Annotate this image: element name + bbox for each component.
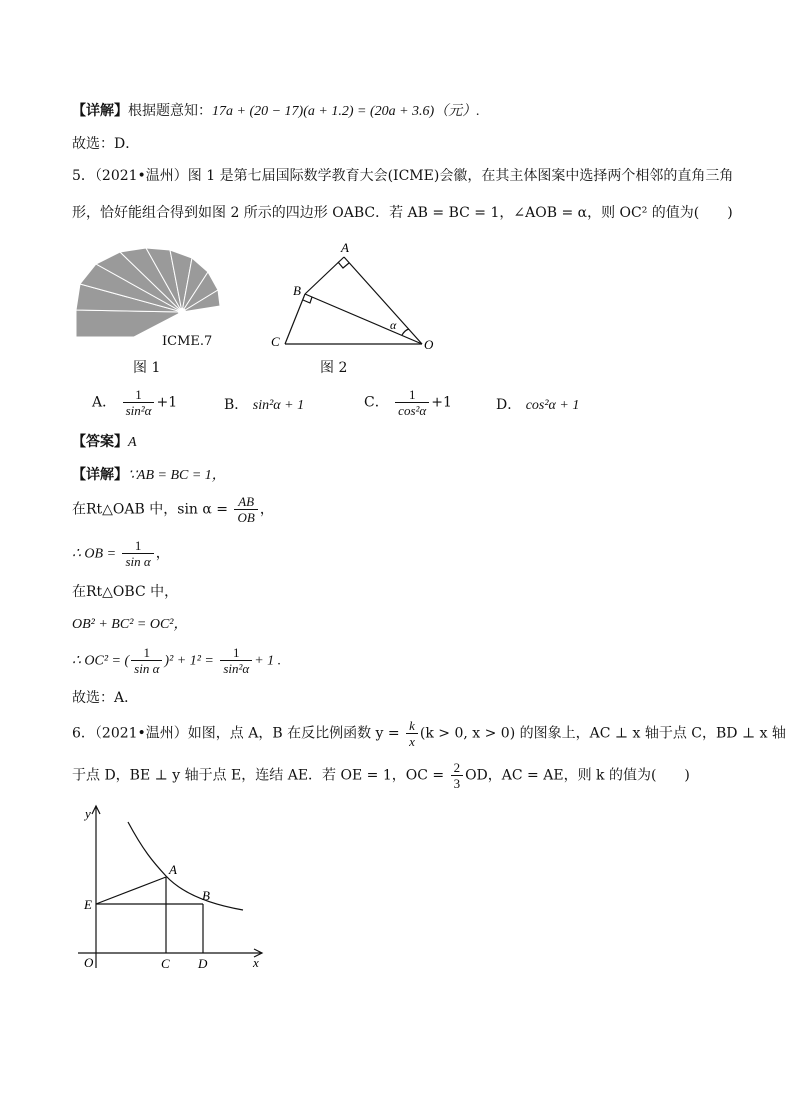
option-d: D． cos²α + 1 [496, 397, 580, 413]
figure-1-caption: 图 1 [133, 360, 161, 376]
q6-graph [68, 800, 278, 975]
right-angle-mark-b [303, 297, 312, 303]
figure-1-icme-logo [72, 248, 222, 340]
answer-value: A [128, 435, 137, 450]
option-a: A． $\frac{1}{\text{sin²α}}$ +1 [92, 387, 178, 418]
detail-text: 根据题意知： [128, 103, 212, 119]
segment-ea [96, 877, 166, 904]
figure-2-quadrilateral [265, 240, 445, 355]
label-c: C [161, 956, 170, 971]
point-a-label: A [341, 240, 349, 255]
q6-stem-line1: 6．（2021•温州）如图，点 A，B 在反比例函数 y = $\frac{k}{x}$ (k > 0, x > 0) 的图象上，AC ⊥ x 轴于点 C，BD ⊥ x 轴 [72, 718, 786, 749]
q5-detail-1: 【详解】∵AB = BC = 1， [72, 467, 226, 483]
detail-tag: 【详解】 [72, 103, 128, 119]
label-d: D [198, 956, 208, 971]
answer-tag: 【答案】 [72, 434, 128, 450]
hyperbola-curve [128, 822, 243, 910]
q6-stem-line2: 于点 D，BE ⊥ y 轴于点 E，连结 AE．若 OE = 1，OC = $\frac{2}{3}$ OD，AC = AE，则 k 的值为( ) [72, 760, 690, 791]
detail-expression: 17a + (20 − 17)(a + 1.2) = (20a + 3.6)（元）. [212, 104, 480, 119]
q5-detail-2: 在Rt△OAB 中，sin α = $\frac{AB}{OB}$ ， [72, 494, 274, 525]
q4-choose-line: 故选：D． [72, 136, 140, 152]
q5-stem-line2: 形，恰好能组合得到如图 2 所示的四边形 OABC．若 AB = BC = 1，∠AOB = α，则 OC² 的值为( ) [72, 205, 733, 221]
point-o-label: O [424, 337, 434, 352]
option-b: B． sin²α + 1 [224, 397, 305, 413]
segment-bo [305, 294, 422, 344]
point-b-label: B [293, 283, 301, 298]
figure-2-caption: 图 2 [320, 360, 348, 376]
option-c: C． $\frac{1}{\text{cos²α}}$ +1 [364, 387, 452, 418]
angle-alpha-label: α [390, 318, 397, 332]
icme-logo-graphic [72, 248, 222, 340]
label-a: A [169, 862, 177, 877]
q5-detail-6: ∴ OC² = ( $\frac{1}{\text{sin α}}$ )² + 1² = $\frac{1}{\text{sin²α}}$ + 1 . [72, 645, 282, 676]
label-e: E [84, 897, 92, 912]
icme-label: ICME.7 [162, 334, 213, 349]
point-c-label: C [271, 334, 280, 349]
angle-alpha-arc [402, 329, 409, 335]
q5-stem-line1: 5．（2021•温州）图 1 是第七届国际数学教育大会(ICME)会徽，在其主体图案中选择两个相邻的直角三角 [72, 168, 734, 184]
q5-choose-line: 故选：A． [72, 690, 139, 706]
segment-cb [285, 294, 305, 344]
label-x: x [253, 955, 259, 970]
q5-options [92, 387, 652, 423]
q4-detail-line [72, 101, 480, 122]
detail-tag: 【详解】 [72, 467, 128, 483]
q5-detail-3: ∴ OB = $\frac{1}{\text{sin α}}$ ， [72, 538, 170, 569]
q5-detail-4: 在Rt△OBC 中， [72, 584, 179, 600]
segment-ao [344, 257, 422, 344]
q5-answer-line [72, 432, 137, 453]
right-angle-mark-a [338, 262, 349, 268]
label-b: B [202, 888, 210, 903]
q5-detail-5: OB² + BC² = OC²， [72, 617, 188, 632]
label-o: O [84, 955, 94, 970]
label-y: y [85, 806, 91, 821]
